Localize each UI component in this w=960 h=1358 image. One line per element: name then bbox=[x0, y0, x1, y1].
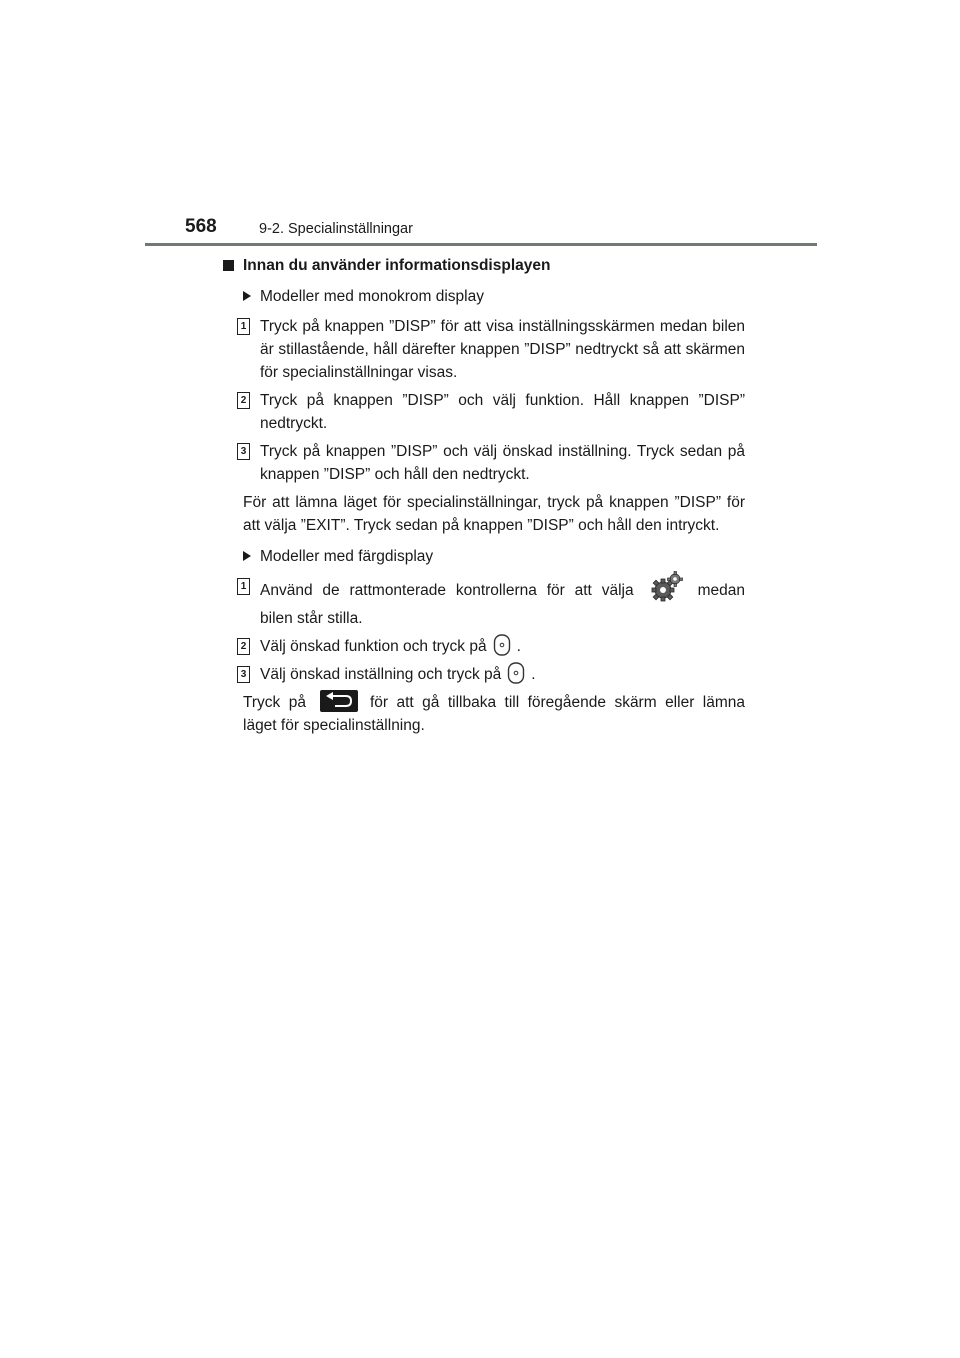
step-number: 2 bbox=[237, 638, 250, 655]
step-text: Tryck på knappen ”DISP” och välj önskad inställning. Tryck sedan på knappen ”DISP” och håll den nedtryckt. bbox=[260, 443, 745, 483]
color-step-2 bbox=[223, 635, 745, 658]
step-text: Tryck på knappen ”DISP” och välj funktion. Håll knappen ”DISP” nedtryckt. bbox=[260, 392, 745, 432]
step-text-before: Välj önskad funktion och tryck på bbox=[260, 638, 487, 655]
content bbox=[223, 254, 745, 744]
step-number: 3 bbox=[237, 443, 250, 460]
step-text-before: Använd de rattmonterade kontrollerna för att välja bbox=[260, 582, 634, 600]
mono-step-2 bbox=[223, 389, 745, 435]
color-step-3 bbox=[223, 663, 745, 686]
dial-icon bbox=[493, 634, 511, 656]
step-number: 1 bbox=[237, 578, 250, 595]
back-note-after: för att gå tillbaka till föregående skärm eller lämna läget för specialinställning. bbox=[243, 694, 745, 734]
step-text-after: . bbox=[516, 638, 521, 655]
back-arrow-icon bbox=[320, 690, 358, 712]
mono-step-3 bbox=[223, 440, 745, 486]
step-text-after: . bbox=[531, 666, 536, 683]
step-text-before: Välj önskad inställning och tryck på bbox=[260, 666, 502, 683]
step-number: 2 bbox=[237, 392, 250, 409]
model-mono bbox=[223, 285, 745, 308]
step-number: 3 bbox=[237, 666, 250, 683]
model-color bbox=[223, 545, 745, 568]
step-text-after: medan bilen står stilla. bbox=[260, 582, 745, 627]
back-note-before: Tryck på bbox=[243, 694, 306, 711]
square-bullet-icon bbox=[223, 260, 234, 271]
triangle-bullet-icon bbox=[243, 291, 251, 301]
color-step-1 bbox=[223, 575, 745, 630]
header-divider bbox=[145, 243, 817, 246]
section-title: 9-2. Specialinställningar bbox=[259, 221, 413, 237]
exit-note: För att lämna läget för specialinställningar, tryck på knappen ”DISP” för att välja ”EXIT”. Tryck sedan på knappen ”DISP” och håll den intryckt. bbox=[243, 494, 745, 534]
dial-icon bbox=[507, 662, 525, 684]
heading-text: Innan du använder informationsdisplayen bbox=[243, 257, 551, 274]
page-number: 568 bbox=[185, 216, 217, 237]
step-text: Tryck på knappen ”DISP” för att visa inställningsskärmen medan bilen är stillastående, håll därefter knappen ”DISP” nedtryckt så att skärmen för specialinställningar visas. bbox=[260, 318, 745, 381]
section-heading bbox=[223, 254, 745, 277]
model-color-title: Modeller med färgdisplay bbox=[260, 548, 434, 565]
gear-icon bbox=[650, 571, 684, 603]
model-mono-title: Modeller med monokrom display bbox=[260, 288, 484, 305]
step-number: 1 bbox=[237, 318, 250, 335]
mono-step-1 bbox=[223, 315, 745, 384]
triangle-bullet-icon bbox=[243, 551, 251, 561]
back-note bbox=[223, 691, 745, 737]
